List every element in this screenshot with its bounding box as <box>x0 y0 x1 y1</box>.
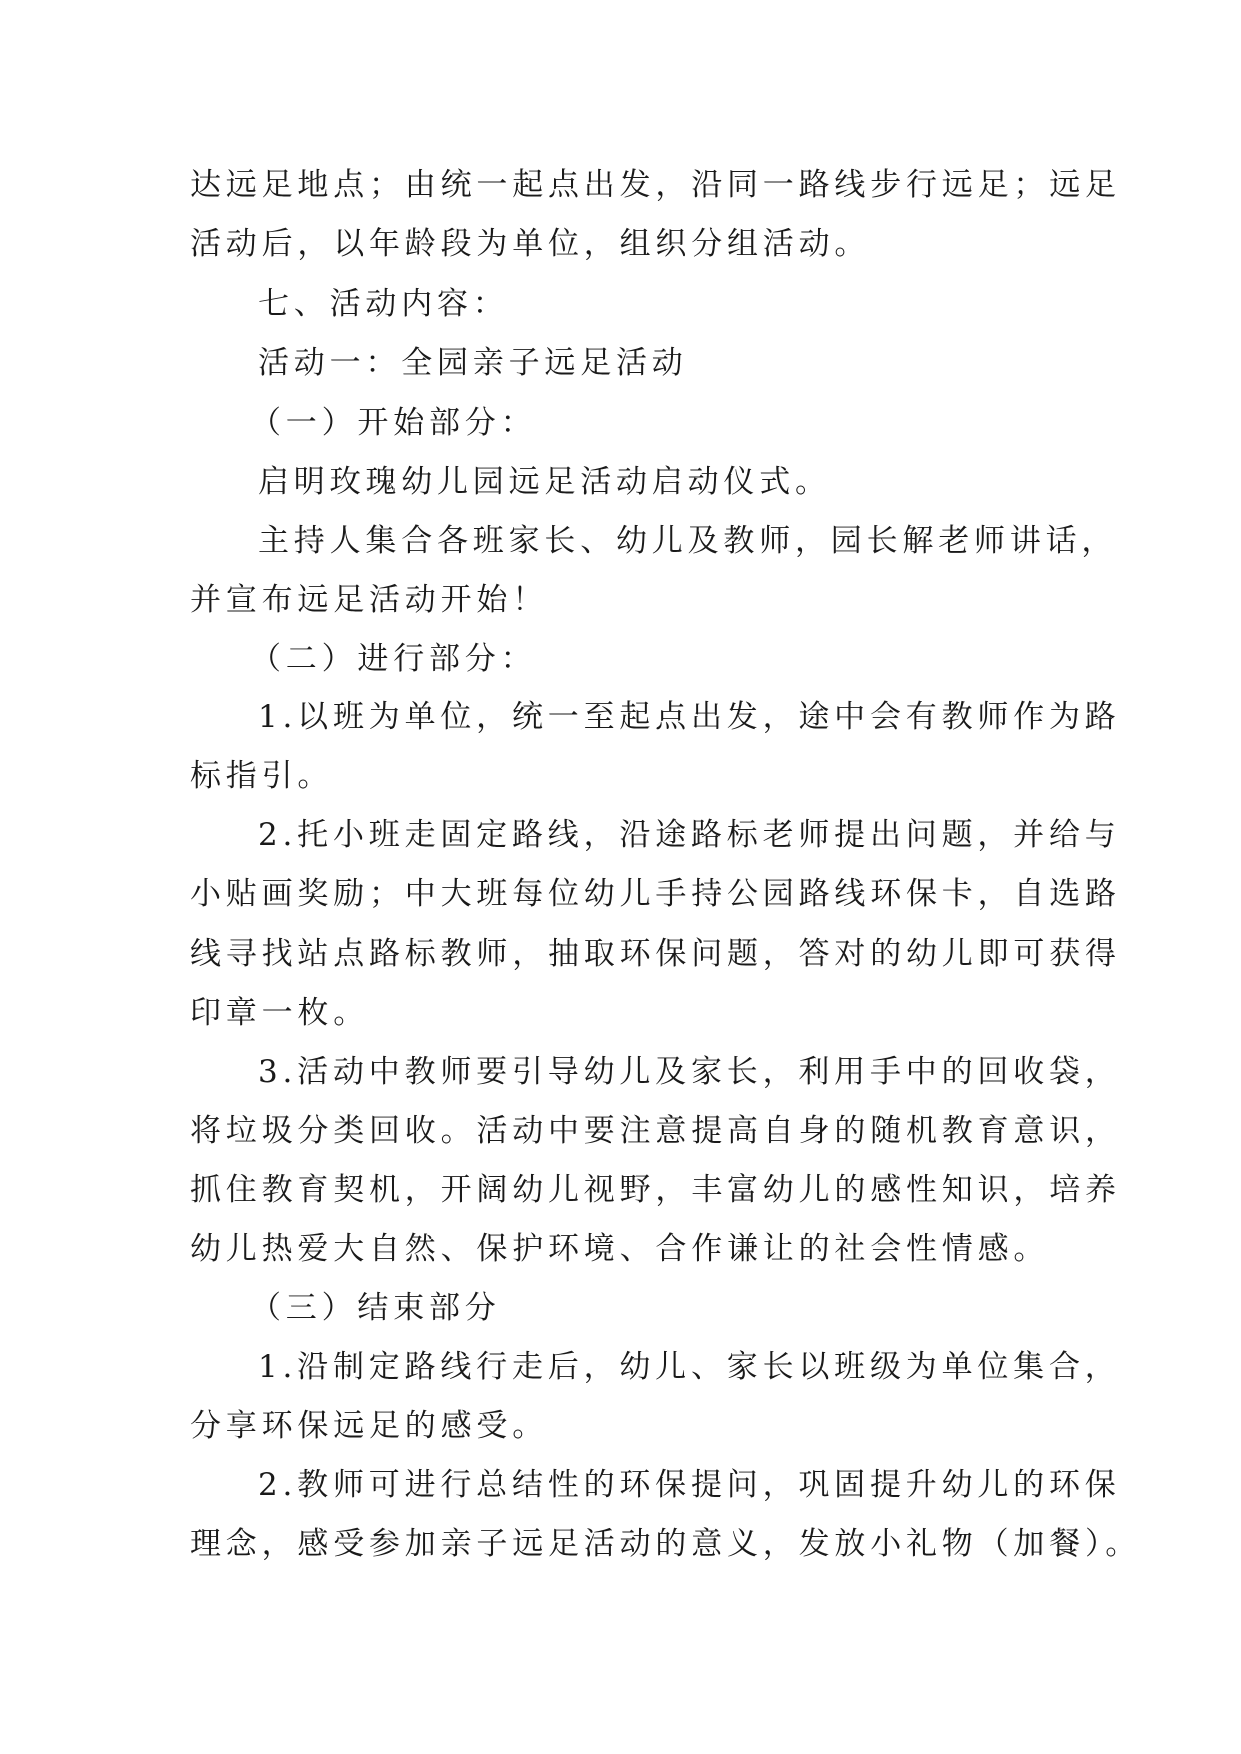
list-item: 1.以班为单位，统一至起点出发，途中会有教师作为路 <box>258 699 1121 735</box>
text-line: 幼儿热爱大自然、保护环境、合作谦让的社会性情感。 <box>190 1231 1050 1267</box>
text-line: 线寻找站点路标教师，抽取环保问题，答对的幼儿即可获得 <box>190 936 1121 972</box>
subsection-heading: （一）开始部分： <box>250 405 537 441</box>
text-line: 达远足地点；由统一起点出发，沿同一路线步行远足；远足 <box>190 167 1121 203</box>
subsection-heading: （二）进行部分： <box>250 641 537 677</box>
activity-title: 活动一：全园亲子远足活动 <box>258 345 688 381</box>
text-line: 印章一枚。 <box>190 995 369 1031</box>
text-line: 抓住教育契机，开阔幼儿视野，丰富幼儿的感性知识，培养 <box>190 1172 1121 1208</box>
section-heading: 七、活动内容： <box>258 286 509 322</box>
text-line: 将垃圾分类回收。活动中要注意提高自身的随机教育意识， <box>190 1113 1121 1149</box>
text-line: 理念，感受参加亲子远足活动的意义，发放小礼物（加餐）。 <box>190 1526 1142 1562</box>
list-item: 2.托小班走固定路线，沿途路标老师提出问题，并给与 <box>258 817 1121 853</box>
text-line: 分享环保远足的感受。 <box>190 1408 548 1444</box>
list-item: 3.活动中教师要引导幼儿及家长，利用手中的回收袋， <box>258 1054 1121 1090</box>
list-item: 1.沿制定路线行走后，幼儿、家长以班级为单位集合， <box>258 1349 1121 1385</box>
text-line: 活动后，以年龄段为单位，组织分组活动。 <box>190 226 871 262</box>
text-line: 启明玫瑰幼儿园远足活动启动仪式。 <box>258 464 831 500</box>
text-line: 标指引。 <box>190 758 334 794</box>
subsection-heading: （三）结束部分 <box>250 1290 501 1326</box>
list-item: 2.教师可进行总结性的环保提问，巩固提升幼儿的环保 <box>258 1467 1121 1503</box>
text-line: 小贴画奖励；中大班每位幼儿手持公园路线环保卡，自选路 <box>190 876 1121 912</box>
text-line: 主持人集合各班家长、幼儿及教师，园长解老师讲话， <box>258 523 1118 559</box>
text-line: 并宣布远足活动开始！ <box>190 582 548 618</box>
